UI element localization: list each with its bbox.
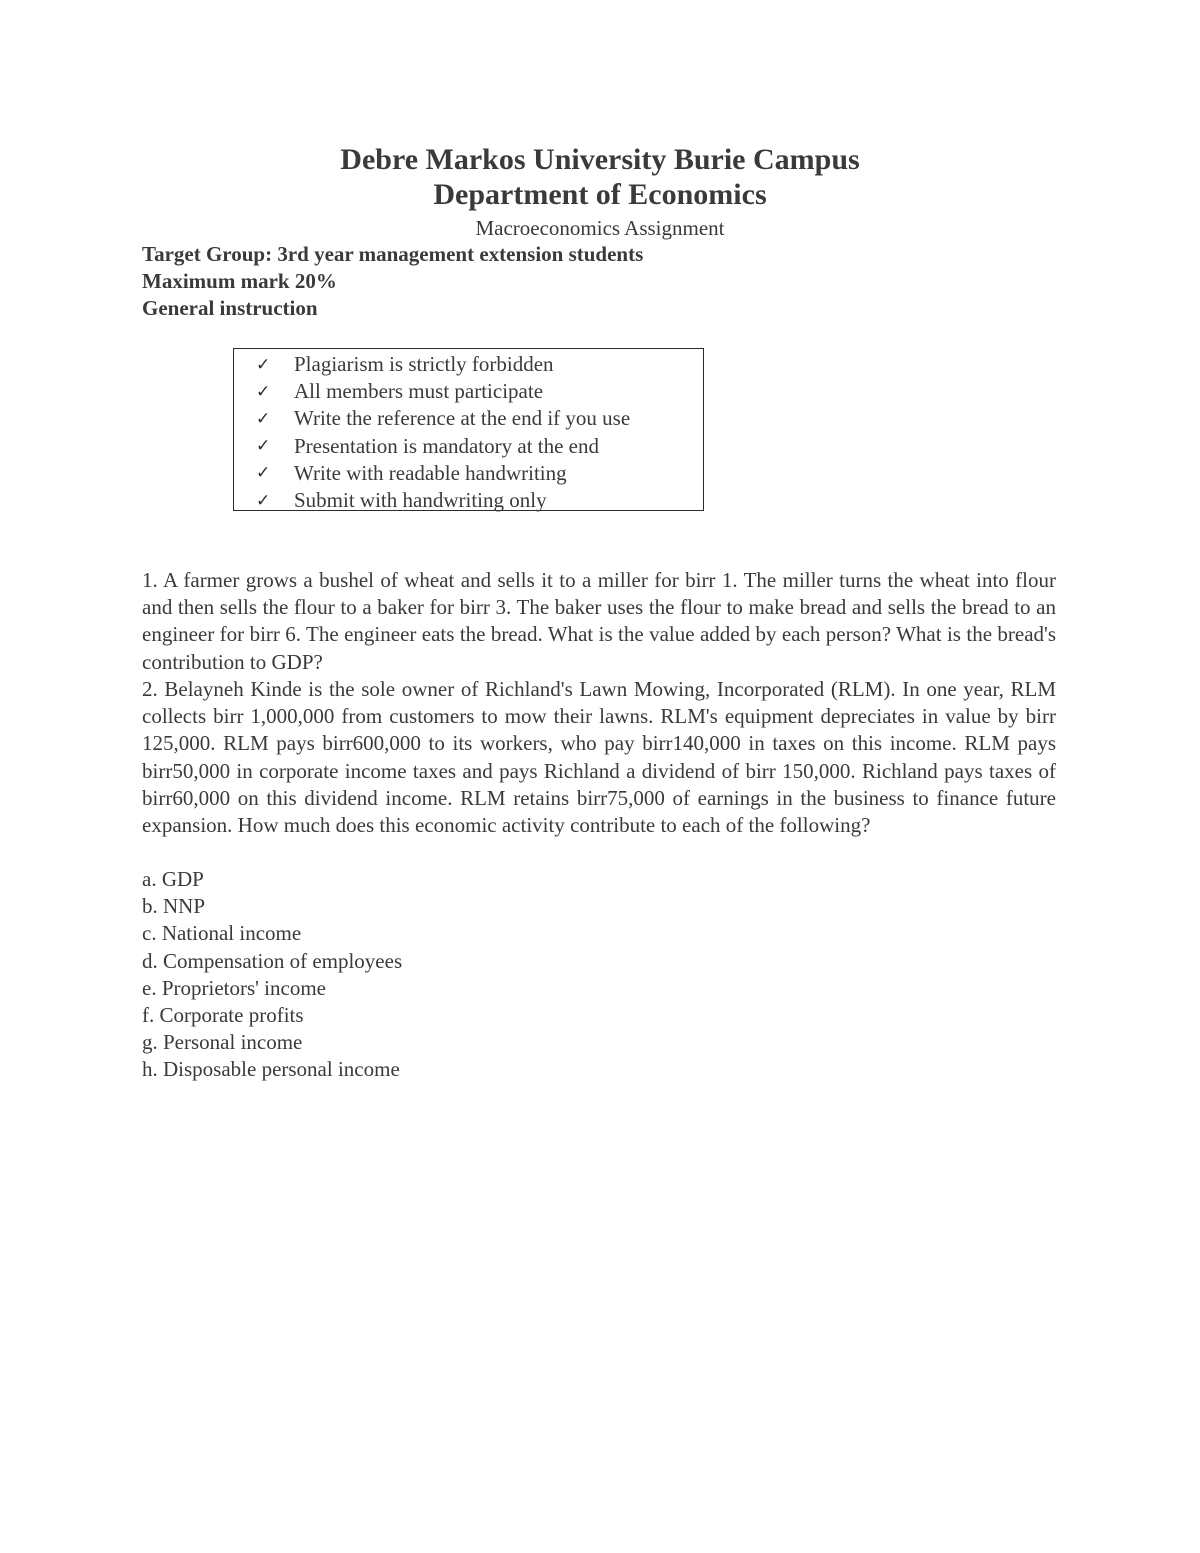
list-item: e. Proprietors' income [142, 975, 326, 1000]
check-icon: ✓ [256, 463, 271, 483]
instruction-item [256, 433, 630, 460]
check-icon: ✓ [256, 408, 271, 428]
instruction-text: Presentation is mandatory at the end [294, 433, 600, 458]
check-icon: ✓ [256, 436, 271, 456]
assignment-subtitle: Macroeconomics Assignment [475, 216, 725, 240]
instruction-box [233, 348, 704, 511]
question-1: 1. A farmer grows a bushel of wheat and sells it to a miller for birr 1. The miller turns the wheat into flour and then sells the flour to a baker for birr 3. The baker uses the flour to make bread and sells the bread to an engineer for birr 6. The engineer eats the bread. What is the value added by each person? What is the bread's contribution to GDP? [142, 568, 1056, 674]
question-2-items [142, 866, 402, 1084]
list-item: a. GDP [142, 867, 204, 891]
list-item: g. Personal income [142, 1030, 303, 1055]
list-item: f. Corporate profits [142, 1003, 304, 1028]
instruction-text: All members must participate [294, 379, 544, 404]
instruction-text: Write with readable handwriting [294, 460, 567, 485]
maximum-mark: Maximum mark 20% [142, 269, 337, 293]
list-item: h. Disposable personal income [142, 1057, 400, 1082]
department-title: Department of Economics [433, 178, 767, 211]
instruction-text: Write the reference at the end if you use [294, 406, 631, 431]
check-icon: ✓ [256, 354, 271, 374]
university-title: Debre Markos University Burie Campus [340, 143, 860, 176]
check-icon: ✓ [256, 490, 271, 510]
instruction-text: Submit with handwriting only [294, 488, 547, 513]
instruction-item [256, 405, 630, 432]
instruction-item [256, 378, 630, 405]
list-item: d. Compensation of employees [142, 948, 403, 973]
instruction-text: Plagiarism is strictly forbidden [294, 352, 554, 377]
list-item: b. NNP [142, 894, 206, 919]
check-icon: ✓ [256, 381, 271, 401]
general-instruction-heading: General instruction [142, 296, 318, 320]
instruction-list [256, 351, 630, 514]
list-item: c. National income [142, 921, 302, 946]
instruction-item [256, 487, 630, 514]
target-group: Target Group: 3rd year management extension students [142, 242, 644, 266]
instruction-item [256, 460, 630, 487]
question-2: 2. Belayneh Kinde is the sole owner of Richland's Lawn Mowing, Incorporated (RLM). In one year, RLM collects birr 1,000,000 from customers to mow their lawns. RLM's equipment depreciates in value by birr 125,000. RLM pays birr600,000 to its workers, who pay birr140,000 in taxes on this income. RLM pays birr50,000 in corporate income taxes and pays Richland a dividend of birr 150,000. Richland pays taxes of birr60,000 on this dividend income. RLM retains birr75,000 of earnings in the business to finance future expansion. How much does this economic activity contribute to each of the following? [142, 677, 1056, 838]
instruction-item [256, 351, 630, 378]
